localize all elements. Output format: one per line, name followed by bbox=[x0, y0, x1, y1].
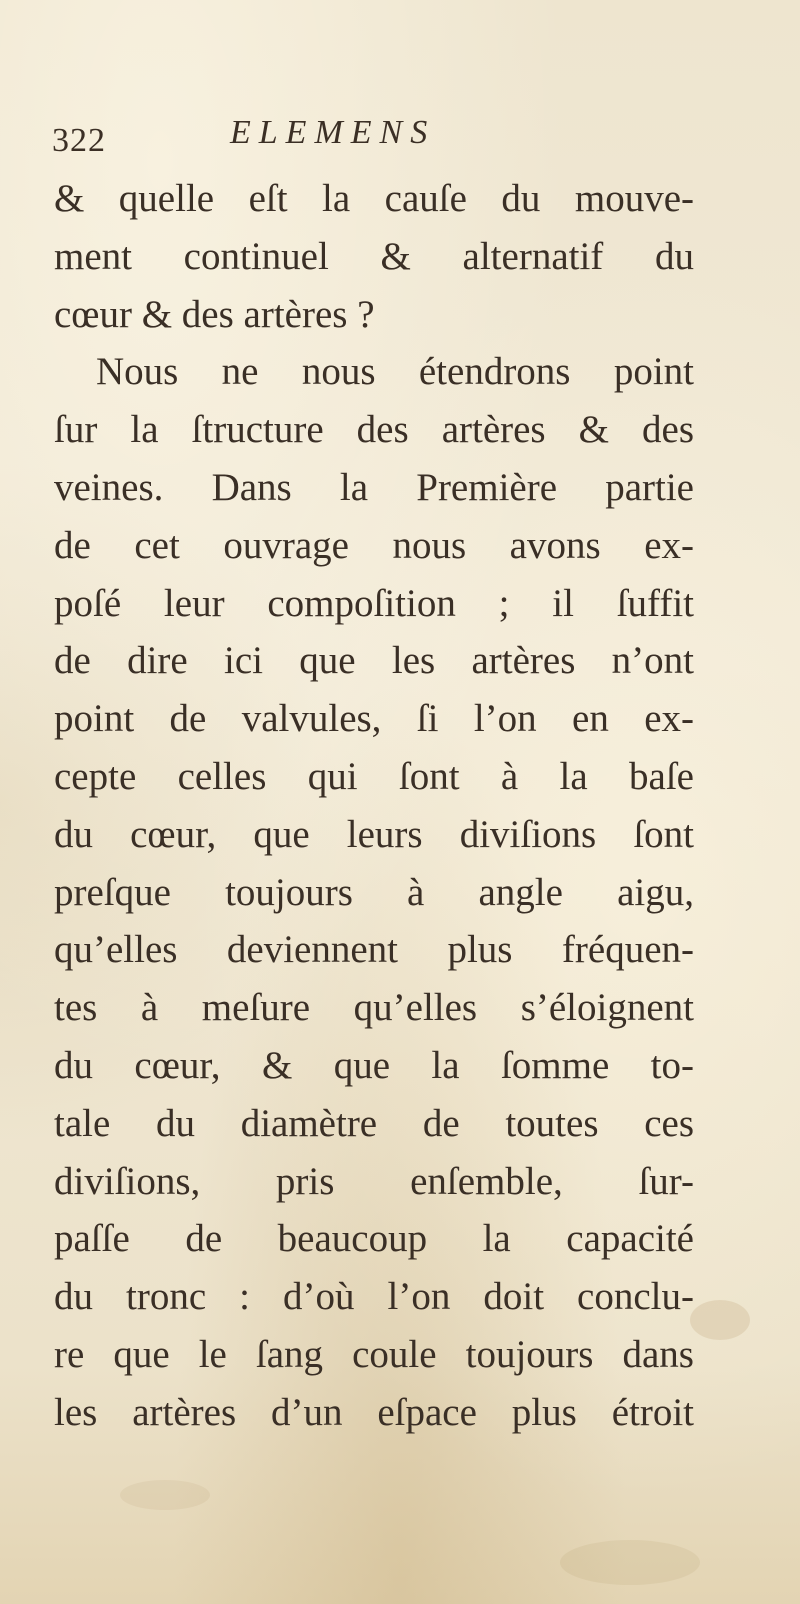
running-head bbox=[52, 110, 572, 160]
text-line: diviſions, pris enſemble, ſur- bbox=[54, 1159, 694, 1203]
paper-stain bbox=[690, 1300, 750, 1340]
text-line: Nous ne nous étendrons point bbox=[96, 350, 694, 394]
text-line: qu’elles deviennent plus fréquen- bbox=[54, 928, 694, 972]
page-number: 322 bbox=[52, 122, 106, 159]
text-line: point de valvules, ſi l’on en ex- bbox=[54, 697, 694, 741]
text-line: poſé leur compoſition ; il ſuffit bbox=[54, 581, 694, 625]
text-line: de cet ouvrage nous avons ex- bbox=[54, 523, 694, 567]
text-line: & quelle eſt la cauſe du mouve- bbox=[54, 177, 694, 220]
text-line: re que le ſang coule toujours dans bbox=[54, 1332, 694, 1376]
text-line: ſur la ſtructure des artères & des bbox=[54, 408, 694, 452]
text-line: paſſe de beaucoup la capacité bbox=[54, 1217, 694, 1261]
text-line: du cœur, que leurs diviſions ſont bbox=[54, 812, 694, 856]
text-line: du cœur, & que la ſomme to- bbox=[54, 1043, 694, 1087]
paper-stain bbox=[120, 1480, 210, 1510]
text-line: preſque toujours à angle aigu, bbox=[54, 870, 694, 914]
text-line: tes à meſure qu’elles s’éloignent bbox=[54, 986, 694, 1030]
text-line: de dire ici que les artères n’ont bbox=[54, 639, 694, 683]
text-line: du tronc : d’où l’on doit conclu- bbox=[54, 1275, 694, 1319]
paper-stain bbox=[560, 1540, 700, 1585]
text-line: veines. Dans la Première partie bbox=[54, 465, 694, 509]
text-line: tale du diamètre de toutes ces bbox=[54, 1101, 694, 1145]
text-line: les artères d’un eſpace plus étroit bbox=[54, 1390, 694, 1434]
text-line: cœur & des artères ? bbox=[54, 292, 375, 336]
text-line: cepte celles qui ſont à la baſe bbox=[54, 754, 694, 798]
body-text bbox=[54, 170, 694, 1442]
text-line: ment continuel & alternatif du bbox=[54, 234, 694, 278]
running-title: ELEMENS bbox=[230, 114, 436, 151]
